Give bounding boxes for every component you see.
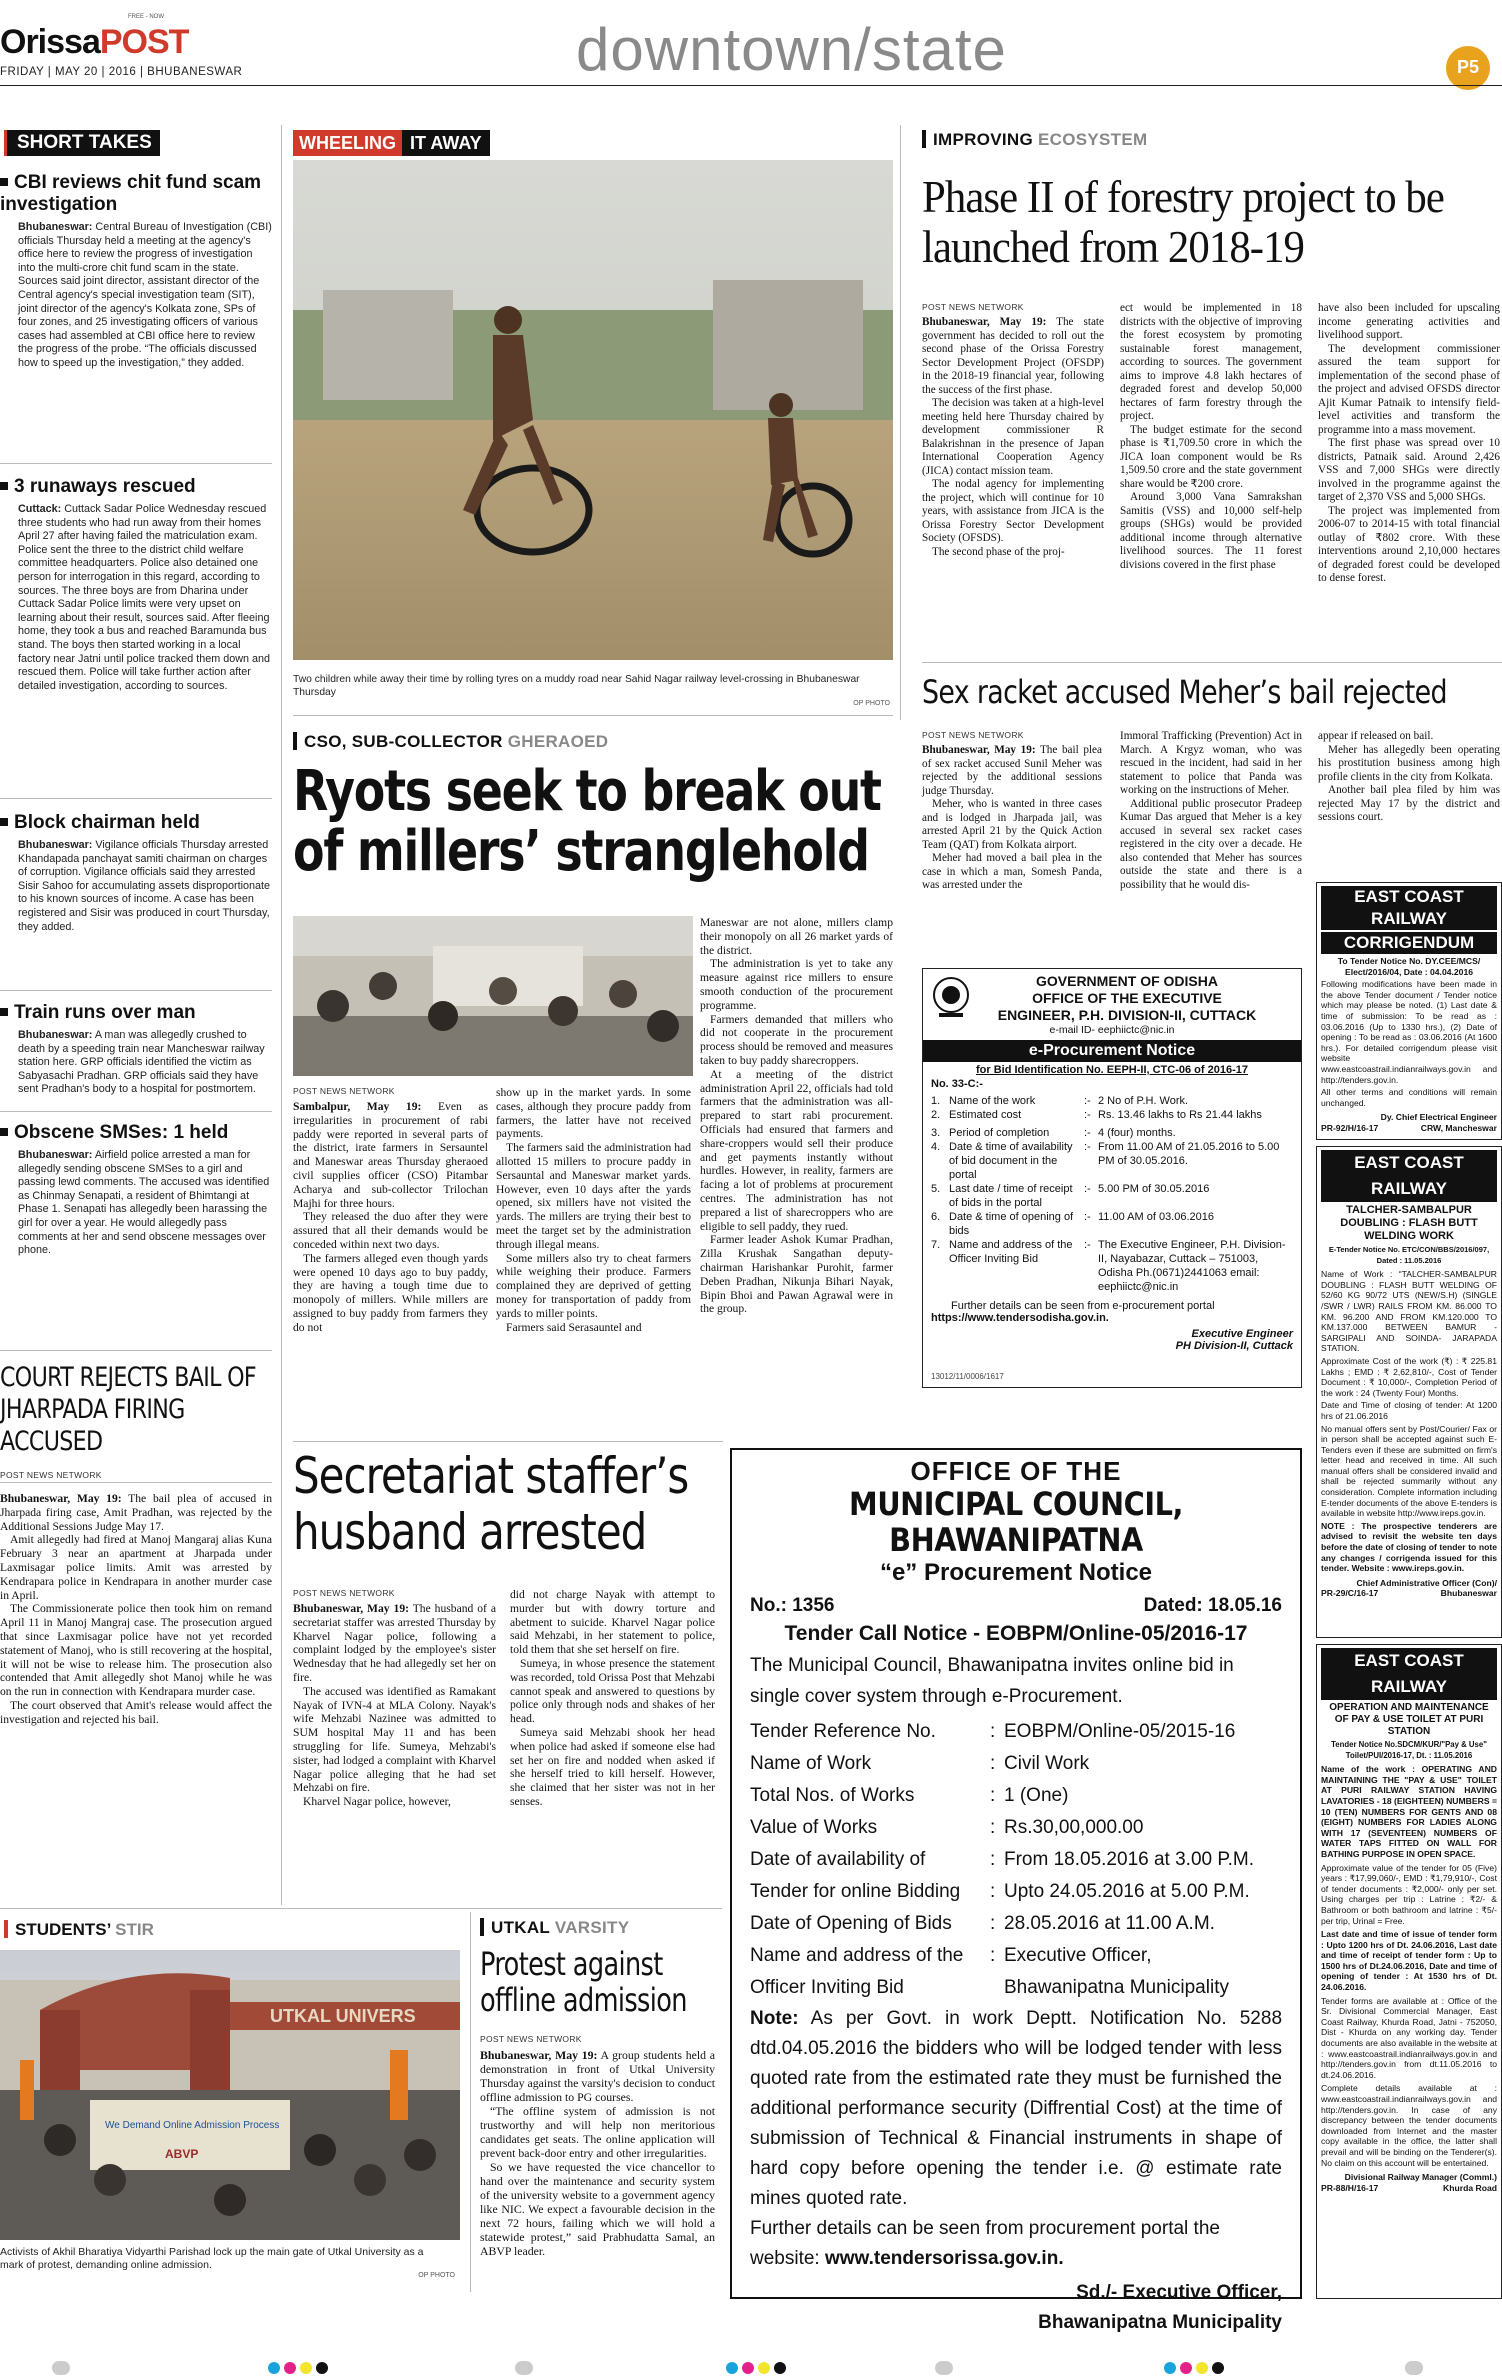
color-dot-icon <box>300 2362 312 2374</box>
court-story: COURT REJECTS BAIL OF JHARPADA FIRING ACCUSED POST NEWS NETWORK Bhubaneswar, May 19: The bail plea of accused in Jharpada firing case, Amit Pradhan, was rejected by the Additional Sessions Judge May 17. Amit allegedly had fired at Manoj Mangaraj alias Kuna February 3 near an apartment at Jharpada under Laxmisagar police limits. Amit was arrested by Kendrapara police in Kendrapara in another murder case in April. The Commissionerate police then took him on remand April 11 in Manoj Mangraj case. The prosecution argued that since Laxmisagar police have not yet recorded statement of Manoj, who is still recovering at the hospital, it will not be wise to release him. The prosecution also contended that Amit allegedly shot Manoj while he was on the run in connection with Kendrapara murder case. The court observed that Amit's release would affect the investigation and rejected his bail. <box>0 1362 272 1726</box>
students-caption: Activists of Akhil Bharatiya Vidyarthi Parishad lock up the main gate of Utkal University as a mark of protest, demanding online admission. <box>0 2246 424 2271</box>
court-body: Bhubaneswar, May 19: The bail plea of accused in Jharpada firing case, Amit Pradhan, was rejected by the Additional Sessions Judge May 17. Amit allegedly had fired at Manoj Mangaraj alias Kuna February 3 near an apartment at Jharpada under Laxmisagar police limits. Amit was arrested by Kendrapara police in Kendrapara in another murder case in April. The Commissionerate police then took him on remand April 11 in Manoj Mangraj case. The prosecution argued that since Laxmisagar police have not yet recorded statement of Manoj, who is still recovering at the hospital, it will not be wise to release him. The prosecution also contended that Amit allegedly shot Manoj while he was on the run in connection with Kendrapara murder case. The court observed that Amit's release would affect the investigation and rejected his bail. <box>0 1492 272 1726</box>
ryots-photo <box>293 916 693 1076</box>
color-dot-icon <box>1164 2362 1176 2374</box>
short-take-item: Block chairman held Bhubaneswar: Vigilance officials Thursday arrested Khandapada panchayat samiti chairman on charges of corruption. Vigilance officials said they arrested Sisir Sahoo for accumulating assets disproportionate to his known sources of income. A case has been registered and Sisir was produced in court Thursday, they added. <box>0 812 272 934</box>
forestry-col1: POST NEWS NETWORK Bhubaneswar, May 19: The state government has decided to roll out the second phase of the Orissa Forestry Sector Development Project (OFSDP) in the 2018-19 financial year, following the success of the first phase. The decision was taken at a high-level meeting held here Thursday chaired by development commissioner R Balakrishnan in the presence of Japan International Cooperation Agency (JICA) contact mission team. The nodal agency for implementing the project, which will continue for 10 years, with assistance from JICA is the Orissa Forestry Sector Development Society (OFSDS). The second phase of the proj- <box>922 302 1104 558</box>
sexracket-col2: Immoral Trafficking (Prevention) Act in March. A Krgyz woman, who was rescued in the incident, had said in her statement to police that Panda was working on the instructions of Meher. Additional public prosecutor Pradeep Kumar Das argued that Meher is a key accused in several sex racket cases registered in the city over a decade. He also contended that Meher has sources outside the state and there is a possibility that he would dis- <box>1120 730 1302 891</box>
color-dot-icon <box>316 2362 328 2374</box>
logo-tagline: FREE - NOW <box>128 14 164 20</box>
ryots-col3: Maneswar are not alone, millers clamp their monopoly on all 26 market yards of the district. The administration is yet to take any measure against rice millers to ensure smooth conduction of the procurement programme. Farmers demanded that millers who did not cooperate in the procurement process should be removed and measures taken to buy paddy sharecroppers. At a meeting of the district administration April 22, officials had told farmers that the administration was all-prepared to start rabi procurement. Officials had ensured that farmers and share-croppers would sell their produce and get payments instantly without hurdles. However, in reality, farmers are facing a lot of problems at procurement centres. The administration has not prepared a list of sharecroppers who are eligible to sell paddy, they rued. Farmer leader Ashok Kumar Pradhan, Zilla Krushak Sangathan deputy-chairman Harishankar Purohit, farmer Deben Pradhan, Nikunja Bihari Nayak, Bipin Bhoi and Pawan Agrawal were in the group. <box>700 916 893 1316</box>
students-label: STUDENTS’ STIR <box>4 1918 154 1942</box>
sexracket-headline: Sex racket accused Meher’s bail rejected <box>922 673 1447 711</box>
divider <box>0 1111 272 1112</box>
bullet-square-icon <box>0 482 8 490</box>
short-take-title: 3 runaways rescued <box>14 476 196 497</box>
ad-ecr-talcher: EAST COAST RAILWAY TALCHER-SAMBALPUR DOUBLING : FLASH BUTT WELDING WORK E-Tender Notice No. ETC/CON/BBS/2016/097, Dated : 11.05.2016 Name of Work : “TALCHER-SAMBALPUR DOUBLING : FLASH BUTT WELDING OF 52/60 KG 90/72 UTS (NEW/S.H) (SINGLE /SWR / LWR) RAILS FROM KM. 86.000 TO KM. 96.200 AND FROM KM.120.000 TO KM.137.000 BETWEEN BAMUR - SARGIPALI AND SOINDA- JARAPADA STATION. Approximate Cost of the work (₹) : ₹ 225.81 Lakhs ; EMD : ₹ 2,62,810/-, Cost of Tender Document : ₹ 10,000/-, Completion Period of the work : 24 (Twenty Four) Months. Date and Time of closing of tender: At 1200 hrs of 21.06.2016 No manual offers sent by Post/Courier/ Fax or in person shall be accepted against such E-Tenders even if these are submitted on firm's letter head and received in time. All such manual offers shall be considered invalid and shall be rejected summarily without any consideration. Complete information including E-tender documents of the above E-tenders is available in website http://www.ireps.gov.in. NOTE : The prospective tenderers are advised to revisit the website ten days before the date of closing of tender to note any changes / corrigenda issued for this tender. Website : www.ireps.gov.in. Chief Administrative Officer (Con)/ PR-29/C/16-17 Bhubaneswar <box>1316 1146 1502 1638</box>
color-dot-icon <box>268 2362 280 2374</box>
short-take-item: 3 runaways rescued Cuttack: Cuttack Sadar Police Wednesday rescued three students who had run away from their homes April 27 after having failed the matriculation exam. Police sent the three to the district child welfare committee headquarters. Police also detained one person for interrogation in this regard, according to sources. The three boys are from Dharina under Cuttack Sadar Police limits were very upset on learning about their result, sources said. After fleeing home, they took a bus and reached Baramunda bus stand. The boys then started working in a local factory near Jatni until police tracked them down and rescued them. Police will take further action after detailed investigation, according to sources. <box>0 476 272 693</box>
color-dot-icon <box>1180 2362 1192 2374</box>
ad-ph-division: GOVERNMENT OF ODISHA OFFICE OF THE EXECUTIVE ENGINEER, P.H. DIVISION-II, CUTTACK e-mail ID- eephiictc@nic.in e-Procurement Notice for Bid Identification No. EEPH-II, CTC-06 of 2016-17 No. 33-C:- 1. Name of the work :- 2 No of P.H. Work. 2. Estimated cost :- Rs. 13.46 lakhs to Rs 21.44 lakhs 3. Period of completion :- 4 (four) months. 4. Date & time of availability of bid document in the portal :- From 11.00 AM of 21.05.2016 to 5.00 PM of 30.05.2016. 5. Last date / time of receipt of bids in the portal :- 5.00 PM of 30.05.2016 6. Date & time of opening of bids :- 11.00 AM of 03.06.2016 7. Name and address of the Officer Inviting Bid :- The Executive Engineer, P.H. Division-II, Nayabazar, Cuttack – 751003, Odisha Ph.(0671)2441063 email: eephiictc@nic.in Further details can be seen from e-procurement portal https://www.tendersodisha.gov.in. Executive Engineer PH Division-II, Cuttack 13012/11/0006/1617 <box>922 968 1302 1388</box>
ryots-col2: show up in the market yards. In some cases, although they procure paddy from farmers, the latter have not received payments. The farmers said the administration had allotted 15 millers to procure paddy in Sersauntal and Maneswar market yards. However, even 10 days after the yards opened, six millers have not visited the yards. The millers are trying their best to meet the target set by the administration through illegal means. Some millers also try to cheat farmers while weighing their produce. Farmers complained they are deprived of getting money for transportation of paddy from yards to miller points. Farmers said Serasauntel and <box>496 1086 691 1334</box>
divider <box>0 1350 272 1351</box>
registration-mark-icon <box>935 2361 953 2375</box>
masthead-rule <box>0 85 1502 86</box>
logo-post: POST <box>99 23 189 61</box>
color-dot-icon <box>726 2362 738 2374</box>
wheeling-photo-scene <box>293 160 893 660</box>
registration-mark-icon <box>52 2361 70 2375</box>
section-title: downtown/state <box>576 16 1007 83</box>
students-credit: OP PHOTO <box>418 2272 455 2279</box>
divider <box>0 463 272 464</box>
svg-text:UTKAL UNIVERS: UTKAL UNIVERS <box>270 2006 416 2026</box>
short-take-item: Train runs over man Bhubaneswar: A man was allegedly crushed to death by a speeding train near Mancheswar railway station here. GRP officials identified the victim as Sabyasachi Pradhan. GRP officials said they have sent Pradhan's body to a hospital for postmortem. <box>0 1002 272 1097</box>
ad-municipal-council: OFFICE OF THE MUNICIPAL COUNCIL, BHAWANIPATNA “e” Procurement Notice No.: 1356 Dated: 18.05.16 Tender Call Notice - EOBPM/Online-05/2016-17 The Municipal Council, Bhawanipatna invites online bid in single cover system through e-Procurement. Tender Reference No. : EOBPM/Online-05/2015-16 Name of Work : Civil Work Total Nos. of Works : 1 (One) Value of Works : Rs.30,00,000.00 Date of availability of : From 18.05.2016 at 3.00 P.M. Tender for online Bidding : Upto 24.05.2016 at 5.00 P.M. Date of Opening of Bids : 28.05.2016 at 11.00 A.M. Name and address of the : Executive Officer, Officer Inviting Bid Bhawanipatna Municipality Note: As per Govt. in work Deptt. Notification No. 5288 dtd.04.05.2016 the bidders who will be lodged tender with less quoted rate from the estimated rate they must be furnished the additional performance security (Diffrential Cost) at the time of submission of Technical & Financial instruments in shape of hard copy before opening the tender i.e. @ estimate rate mines quoted rate. Further details can be seen from procurement portal the website: www.tendersorissa.gov.in. Sd./- Executive Officer, Bhawanipatna Municipality <box>730 1448 1302 2299</box>
wheeling-photo <box>293 160 893 660</box>
bullet-square-icon <box>0 1008 8 1016</box>
forestry-headline: Phase II of forestry project to be launched from 2018-19 <box>922 171 1444 272</box>
short-take-item: Obscene SMSes: 1 held Bhubaneswar: Airfield police arrested a man for allegedly sending obscene SMSes to a girl and passing lewd comments. The accused was identified as Chinmay Senapati, a resident of Bhimtangi at Phase 1. Senapati has allegedly been harassing the girl for over a year. He would allegedly pass comments at her and send obscene messages over phone. <box>0 1122 272 1258</box>
divider <box>0 798 272 799</box>
sexracket-col3: appear if released on bail. Meher has allegedly been operating his prostitution business among high profile clients in the city from Kolkata. Another bail plea filed by him was rejected May 17 by the district and sessions court. <box>1318 730 1500 823</box>
divider <box>0 1908 470 1909</box>
forestry-col3: have also been included for upscaling income generating activities and livelihood support. The development commissioner assured the team support for implementation of the second phase of the project and advised OFSDS director Ajit Kumar Patnaik to intensify field-level activities and transform the programme into a mass movement. The first phase was spread over 10 districts, Patnaik said. Around 2,426 VSS and 7,000 SHGs were directly involved in the programme against the target of 2,370 VSS and 5,000 SHGs. The project was implemented from 2006-07 to 2014-15 with total financial outlay of ₹802 crore. With these interventions around 2,10,000 hectares of degraded forest could be developed to dense forest. <box>1318 302 1500 584</box>
secretariat-headline: Secretariat staffer’s husband arrested <box>293 1447 689 1561</box>
forestry-kicker: IMPROVING ECOSYSTEM <box>922 130 1147 150</box>
utkal-kicker: UTKAL VARSITY <box>480 1918 629 1938</box>
court-headline: COURT REJECTS BAIL OF JHARPADA FIRING ACCUSED <box>0 1362 257 1457</box>
short-take-title: Obscene SMSes: 1 held <box>14 1122 229 1143</box>
ph-details-table: 1. Name of the work :- 2 No of P.H. Work. 2. Estimated cost :- Rs. 13.46 lakhs to Rs 21.44 lakhs 3. Period of completion :- 4 (four) months. 4. Date & time of availability of bid document in the portal :- From 11.00 AM of 21.05.2016 to 5.00 PM of 30.05.2016. 5. Last date / time of receipt of bids in the portal :- 5.00 PM of 30.05.2016 6. Date & time of opening of bids :- 11.00 AM of 03.06.2016 7. Name and address of the Officer Inviting Bid :- The Executive Engineer, P.H. Division-II, Nayabazar, Cuttack – 751003, Odisha Ph.(0671)2441063 email: eephiictc@nic.in <box>931 1095 1286 1293</box>
color-dot-icon <box>774 2362 786 2374</box>
bullet-square-icon <box>0 178 8 186</box>
logo <box>0 24 188 60</box>
odisha-emblem-icon <box>931 975 971 1019</box>
secretariat-col1: POST NEWS NETWORK Bhubaneswar, May 19: The husband of a secretariat staffer was arrested Thursday by Kharvel Nagar police, following a complaint lodged by the employee's sister Wednesday that he had allegedly set her on fire. The accused was identified as Ramakant Nayak of IVN-4 at MLA Colony. Nayak's wife Mehzabi Nazinee was admitted to SUM hospital May 11 and has been struggling for life. Sumeya, Mehzabi's sister, had lodged a complaint with Kharvel Nagar police alleging that he had set Mehzabi on fire. Kharvel Nagar police, however, <box>293 1588 496 1809</box>
color-dot-icon <box>1212 2362 1224 2374</box>
utkal-headline: Protest against offline admission <box>480 1945 687 2019</box>
students-photo <box>0 1950 460 2240</box>
ad-ecr-corrigendum: EAST COAST RAILWAY CORRIGENDUM To Tender Notice No. DY.CEE/MCS/ Elect/2016/04, Date : 04.04.2016 Following modifications have been made in the above Tender document / Tender notice which may please be noted. (1) Last date & time of submission: To be read as : 03.06.2016 (Up to 1330 hrs.), (2) Date of opening : To be read as : 03.06.2016 (At 1600 hrs.). For detailed corrigendum please visit website www.eastcoastrail.indianrailways.gov.in and http://tenders.gov.in. All other terms and conditions will remain unchanged. Dy. Chief Electrical Engineer PR-92/H/16-17 CRW, Mancheswar <box>1316 882 1502 1140</box>
utkal-body: POST NEWS NETWORK Bhubaneswar, May 19: A group students held a demonstration in front of Utkal University Thursday against the varsity's decision to conduct offline admission to PG courses. “The offline system of admission is not trustworthy and will help non meritorious candidates get seats. The online application will prevent back-door entry and other irregularities. So we have requested the vice chancellor to hand over the maintenance and security system of the university website to a government agency like NIC. We expect a favourable decision in the next 72 hours, failing which we will hold a statewide protest,” said Prabhudatta Samal, an ABVP leader. <box>480 2034 715 2258</box>
ryots-photo-scene <box>293 916 693 1076</box>
dateline: FRIDAY | MAY 20 | 2016 | BHUBANESWAR <box>0 66 243 78</box>
registration-mark-icon <box>515 2361 533 2375</box>
page-number-badge <box>1446 46 1490 90</box>
divider <box>0 990 272 991</box>
short-take-item: CBI reviews chit fund scam investigation Bhubaneswar: Central Bureau of Investigation (CBI) officials Thursday held a meeting at the agency's office here to review the progress of investigation into the multi-crore chit fund scam in the state. Sources said joint director, assistant director of the Central agency's special investigation team (SIT), joint director of the agency's Kolkata zone, SPs of four zones, and 25 investigating officers of various cases had assembled at CBI office here to review the progress of the probe. “The officials discussed how to speed up the investigation,” they added. <box>0 172 272 369</box>
svg-text:ABVP: ABVP <box>165 2147 199 2161</box>
bullet-square-icon <box>0 818 8 826</box>
wheeling-label: WHEELING IT AWAY <box>293 130 490 156</box>
short-takes-label: SHORT TAKES <box>4 130 160 156</box>
ryots-kicker: CSO, SUB-COLLECTOR GHERAOED <box>293 732 608 752</box>
registration-mark-icon <box>1405 2361 1423 2375</box>
color-dot-icon <box>742 2362 754 2374</box>
logo-orissa: Orissa <box>0 23 100 61</box>
color-dot-icon <box>284 2362 296 2374</box>
ryots-col1: POST NEWS NETWORK Sambalpur, May 19: Even as irregularities in procurement of rabi paddy were reported in several parts of the district, irate farmers in Sersauntel and Maneswar areas Thursday gheraoed civil supplies officer (CSO) Pitambar Acharya and sub-collector Trilochan Majhi for three hours. They released the duo after they were assured that all their demands would be conceded within next two days. The farmers alleged even though yards were opened 10 days ago to buy paddy, they are having a tough time due to monopoly of millers. While millers are assigned to buy paddy from farmers they do not <box>293 1086 488 1334</box>
mc-details-table: Tender Reference No. : EOBPM/Online-05/2015-16 Name of Work : Civil Work Total Nos. of Works : 1 (One) Value of Works : Rs.30,00,000.00 Date of availability of : From 18.05.2016 at 3.00 P.M. Tender for online Bidding : Upto 24.05.2016 at 5.00 P.M. Date of Opening of Bids : 28.05.2016 at 11.00 A.M. Name and address of the : Executive Officer, Officer Inviting Bid Bhawanipatna Municipality <box>750 1721 1254 1998</box>
masthead <box>0 0 1502 85</box>
students-photo-scene <box>0 1950 460 2240</box>
ryots-headline: Ryots seek to break out of millers’ stranglehold <box>293 759 881 884</box>
short-take-title: Train runs over man <box>14 1002 196 1023</box>
color-dot-icon <box>758 2362 770 2374</box>
svg-text:We Demand Online Admission Pro: We Demand Online Admission Process <box>105 2120 280 2131</box>
wheeling-caption: Two children while away their time by rolling tyres on a muddy road near Sahid Nagar railway level-crossing in Bhubaneswar Thursday <box>293 674 860 698</box>
forestry-col2: ect would be implemented in 18 districts with the objective of improving the forest ecosystem by promoting sustainable forest management, according to sources. The government aims to improve 4.8 lakh hectares of degraded forest and develop 50,000 hectares of farm forestry through the project. The budget estimate for the second phase is ₹1,709.50 crore in which the JICA loan component would be Rs 1,509.50 crore and the state government share would be ₹200 crore. Around 3,000 Vana Samrakshan Samitis (VSS) and 10,000 self-help groups (SHGs) would be provided additional income through alternative livelihood sources. The 11 forest divisions covered in the first phase <box>1120 302 1302 571</box>
eprocurement-bar: e-Procurement Notice <box>923 1040 1301 1062</box>
page-number: P5 <box>1456 57 1480 77</box>
bullet-square-icon <box>0 1128 8 1136</box>
short-take-title: Block chairman held <box>14 812 200 833</box>
print-registration-strip <box>0 2357 1502 2379</box>
short-take-title: CBI reviews chit fund scam investigation <box>0 172 262 215</box>
wheeling-credit: OP PHOTO <box>853 700 890 707</box>
color-dot-icon <box>1196 2362 1208 2374</box>
secretariat-col2: did not charge Nayak with attempt to murder but with dowry torture and abetment to suicide. Kharvel Nagar police said Mehzabi, in her statement to police, told them that she set herself on fire. Sumeya, in whose presence the statement was recorded, told Orissa Post that Mehzabi cannot speak and answered to questions by police only through nods and shakes of her head. Sumeya said Mehzabi shook her head when police had asked if someone else had set her on fire and nodded when asked if she herself tried to kill herself. However, she claimed that her sister was not in her senses. <box>510 1588 715 1808</box>
sexracket-col1: POST NEWS NETWORK Bhubaneswar, May 19: The bail plea of sex racket accused Sunil Meher was rejected by the additional sessions judge Thursday. Meher, who is wanted in three cases and is lodged in Jharpada jail, was arrested April 21 by the Quick Action Team (QAT) from Kolkata airport. Meher had moved a bail plea in the case in which a man, Somesh Panda, was arrested under the <box>922 730 1102 891</box>
ad-ecr-puri-toilet: EAST COAST RAILWAY OPERATION AND MAINTENANCE OF PAY & USE TOILET AT PURI STATION Tender Notice No.SDCM/KUR/"Pay & Use" Toilet/PUI/2016-17, Dt. : 11.05.2016 Name of the work : OPERATING AND MAINTAINING THE "PAY & USE" TOILET AT PURI RAILWAY STATION HAVING LAVATORIES - 18 (EIGHTEEN) NUMBERS = 10 (TEN) NUMBERS FOR GENTS AND 08 (EIGHT) NUMBERS FOR LADIES ALONG WITH 17 (SEVENTEEN) NUMBERS OF WATER TAPS FITTED ON WALL FOR BATHING PURPOSE IN OPEN SPACE. Approximate value of the tender for 05 (Five) years : ₹17,99,060/-, EMD : ₹1,79,910/-, Cost of tender documents : ₹2,000/- only per set. Using charges per trip : Latrine : ₹2/- & Bathroom or both bathroom and latrine : ₹5/- per trip, Urinal = Free. Last date and time of issue of tender form : Upto 1200 hrs of Dt. 24.06.2016, Last date and time of receipt of tender form : Up to 1500 hrs of Dt.24.06.2016, Date and time of opening of tender : At 1530 hrs of Dt. 24.06.2016. Tender forms are available at : Office of the Sr. Divisional Commercial Manager, East Coast Railway, Khurda Road, Jatni - 752050, Dist - Khurda on any working day. Tender documents are also available in the website at : www.eastcoastrail.indianrailways.gov.in and http://tenders.gov.in from dt.11.05.2016 to dt.24.06.2016. Complete details available at : www.eastcoastrail.indianrailways.gov.in and http://tenders.gov.in. In case of any discrepancy between the tender documents downloaded from Internet and the master copy available in the office, the latter shall prevail and will be binding on the Tenderer(s). No claim on this account will be entertained. Divisional Railway Manager (Comml.) PR-88/H/16-17 Khurda Road <box>1316 1644 1502 2299</box>
